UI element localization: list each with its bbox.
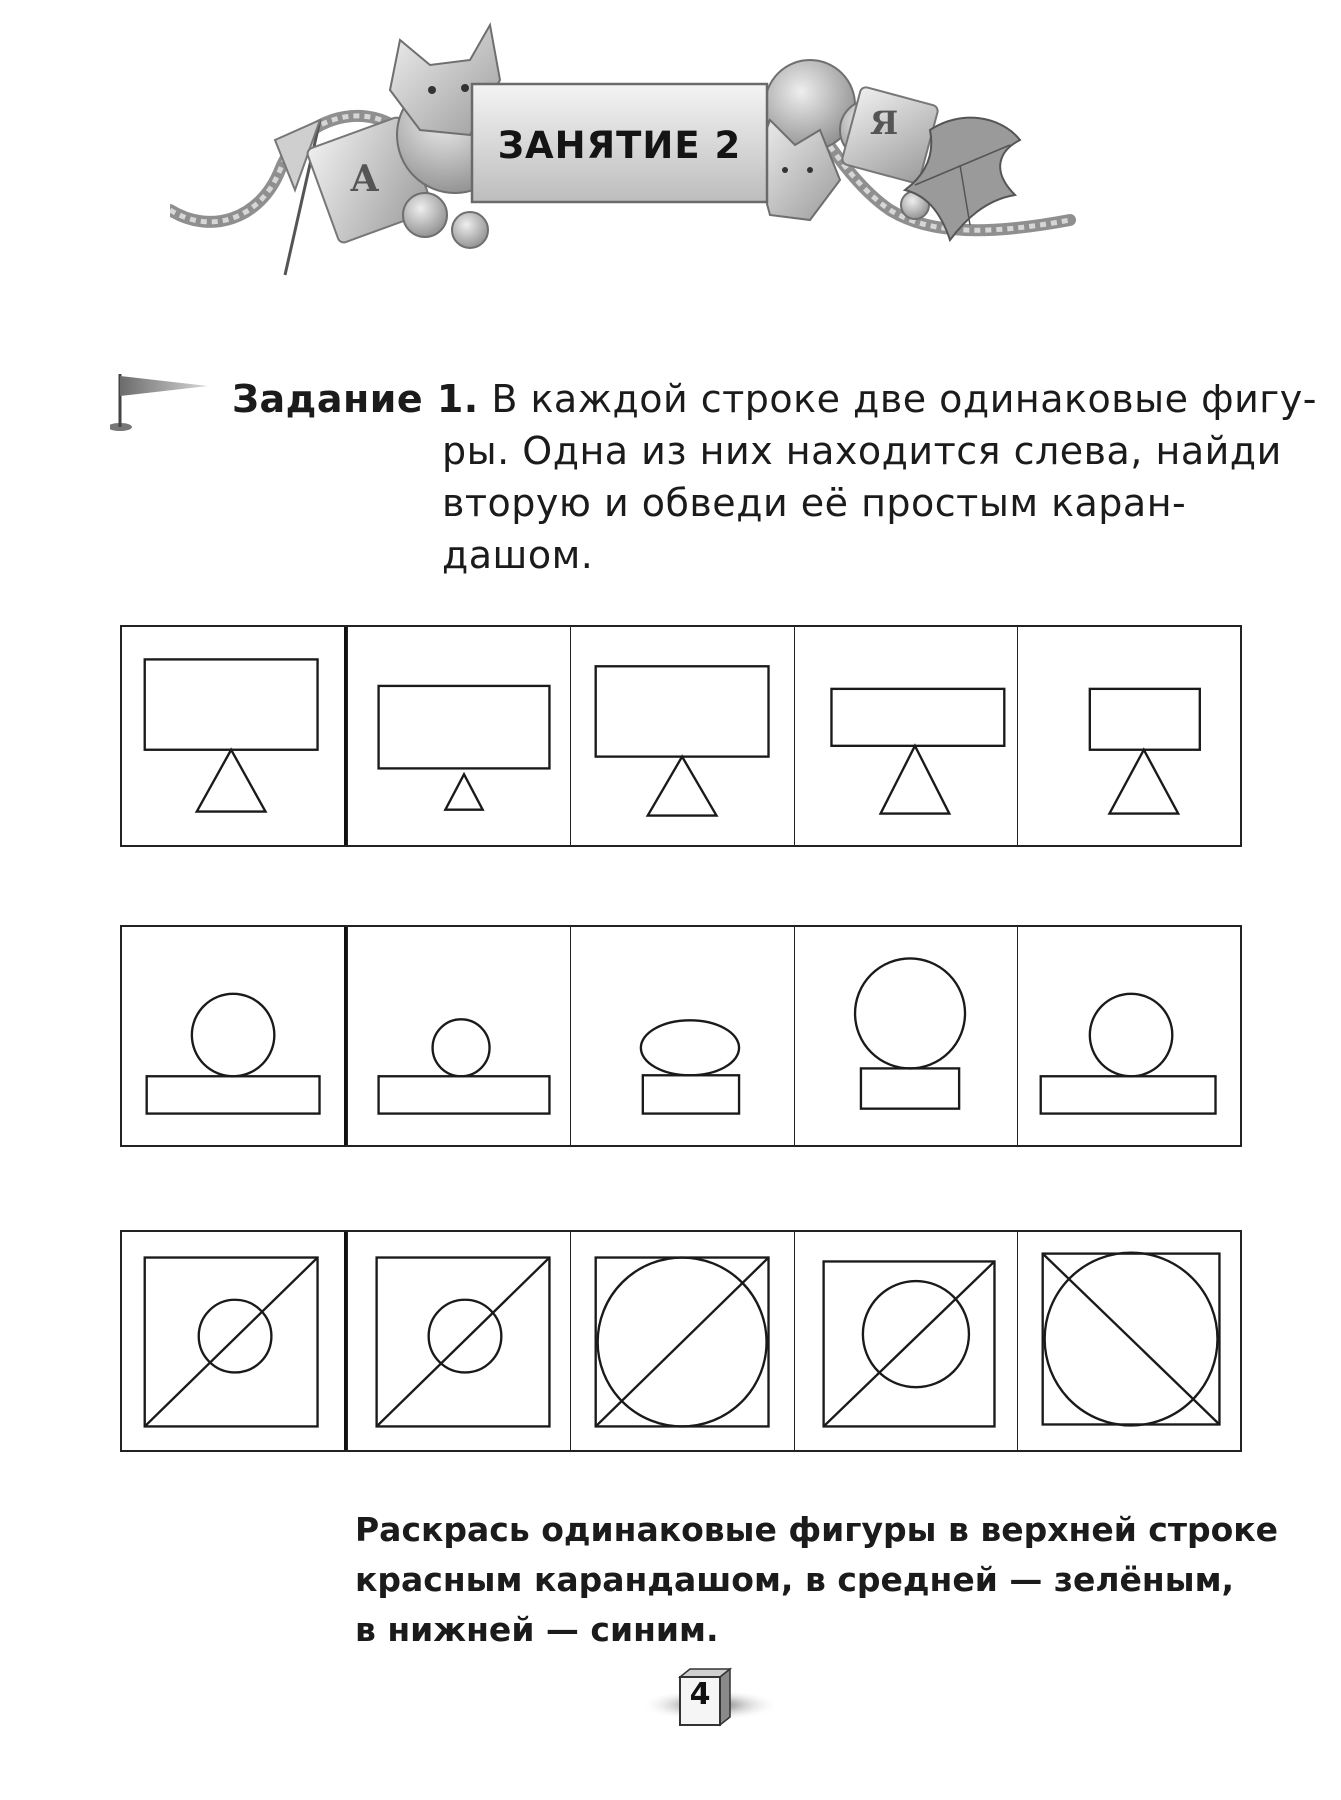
figure-row-1 [120,625,1242,847]
instruction-line-3: в нижней — синим. [355,1610,719,1649]
figure-row-3 [120,1230,1242,1452]
task-label: Задание 1. [232,377,479,421]
option-cell[interactable] [570,927,793,1145]
option-cell[interactable] [347,627,570,845]
option-cell[interactable] [1017,1232,1240,1450]
square-circle-diagonal-figure [795,1232,1017,1450]
page-number: 4 [689,1677,711,1712]
sample-figure-cell [122,1232,347,1450]
task-text-line-2: ры. Одна из них находится слева, найди [442,429,1282,473]
option-cell[interactable] [794,927,1017,1145]
rect-triangle-figure [122,627,344,845]
flag-icon [110,372,210,432]
sample-figure-cell [122,927,347,1145]
instruction-line-2: красным карандашом, в средней — зелёным, [355,1560,1235,1599]
tile-letter-a: А [350,158,380,200]
rect-triangle-figure [348,627,570,845]
circle-rect-figure [122,927,344,1145]
option-cell[interactable] [347,927,570,1145]
figure-row-2 [120,925,1242,1147]
square-circle-diagonal-figure [1018,1232,1240,1450]
oval-rect-figure [571,927,793,1145]
lesson-title: ЗАНЯТИЕ 2 [497,124,742,167]
option-cell[interactable] [1017,927,1240,1145]
square-circle-diagonal-figure [122,1232,344,1450]
rect-triangle-figure [571,627,793,845]
option-cell[interactable] [1017,627,1240,845]
rect-triangle-figure [795,627,1017,845]
option-cell[interactable] [347,1232,570,1450]
option-cell[interactable] [794,1232,1017,1450]
circle-rect-figure [348,927,570,1145]
task-text-line-3: вторую и обведи её простым каран- [442,481,1187,525]
lesson-banner [170,20,1120,310]
option-cell[interactable] [794,627,1017,845]
circle-rect-figure [795,927,1017,1145]
rect-triangle-figure [1018,627,1240,845]
option-cell[interactable] [570,627,793,845]
circle-rect-figure [1018,927,1240,1145]
square-circle-diagonal-figure [348,1232,570,1450]
instruction-line-1: Раскрась одинаковые фигуры в верхней строке [355,1510,1279,1549]
sample-figure-cell [122,627,347,845]
square-circle-diagonal-figure [571,1232,793,1450]
option-cell[interactable] [570,1232,793,1450]
tile-letter-ya: Я [870,104,899,142]
task-text-line-4: дашом. [442,533,594,577]
task-text-line-1: В каждой строке две одинаковые фигу- [491,377,1317,421]
